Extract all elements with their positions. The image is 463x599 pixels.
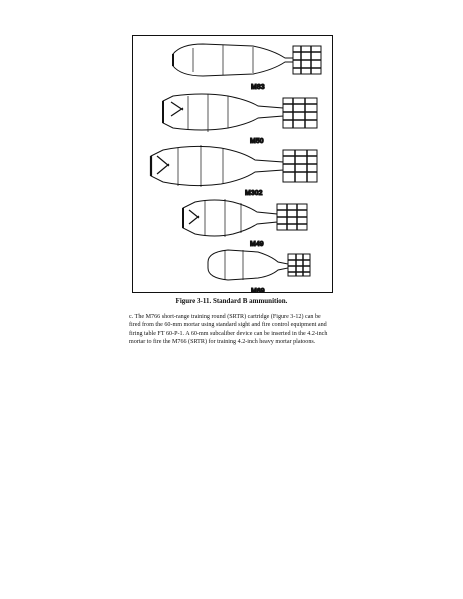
m83-label: M83: [251, 84, 265, 91]
m69-label: M69: [251, 288, 265, 292]
m83-round: [173, 44, 321, 76]
m50-tail-fins: [283, 98, 317, 128]
m49-round: [183, 199, 307, 237]
paragraph-line: mortar to fire the M766 (SRTR) for training 4.2-inch heavy mortar platoons.: [129, 339, 316, 346]
m83-tail-fins: [293, 46, 321, 74]
m49-label: M49: [250, 241, 264, 248]
ammunition-illustration: [133, 36, 332, 292]
paragraph-line: firing table FT 60-P-1. A 60-mm subcaliber device can be inserted in the 4.2-inch: [129, 330, 328, 337]
paragraph-line: c. The M766 short-range training round (SRTR) cartridge (Figure 3-12) can be: [129, 314, 321, 320]
m302-round: [151, 145, 317, 187]
m49-tail-fins: [277, 204, 307, 230]
m69-round: [208, 250, 310, 280]
m302-label: M302: [245, 190, 263, 197]
m69-tail-fins: [288, 254, 310, 276]
paragraph-line: fired from the 60-mm mortar using standard sight and fire control equipment and: [129, 322, 327, 329]
m50-label: M50: [250, 138, 264, 145]
body-paragraph: [129, 313, 341, 347]
figure-caption: Figure 3-11. Standard B ammunition.: [175, 297, 288, 305]
m50-round: [163, 94, 317, 132]
m302-tail-fins: [283, 150, 317, 182]
ammunition-figure: [132, 35, 333, 293]
